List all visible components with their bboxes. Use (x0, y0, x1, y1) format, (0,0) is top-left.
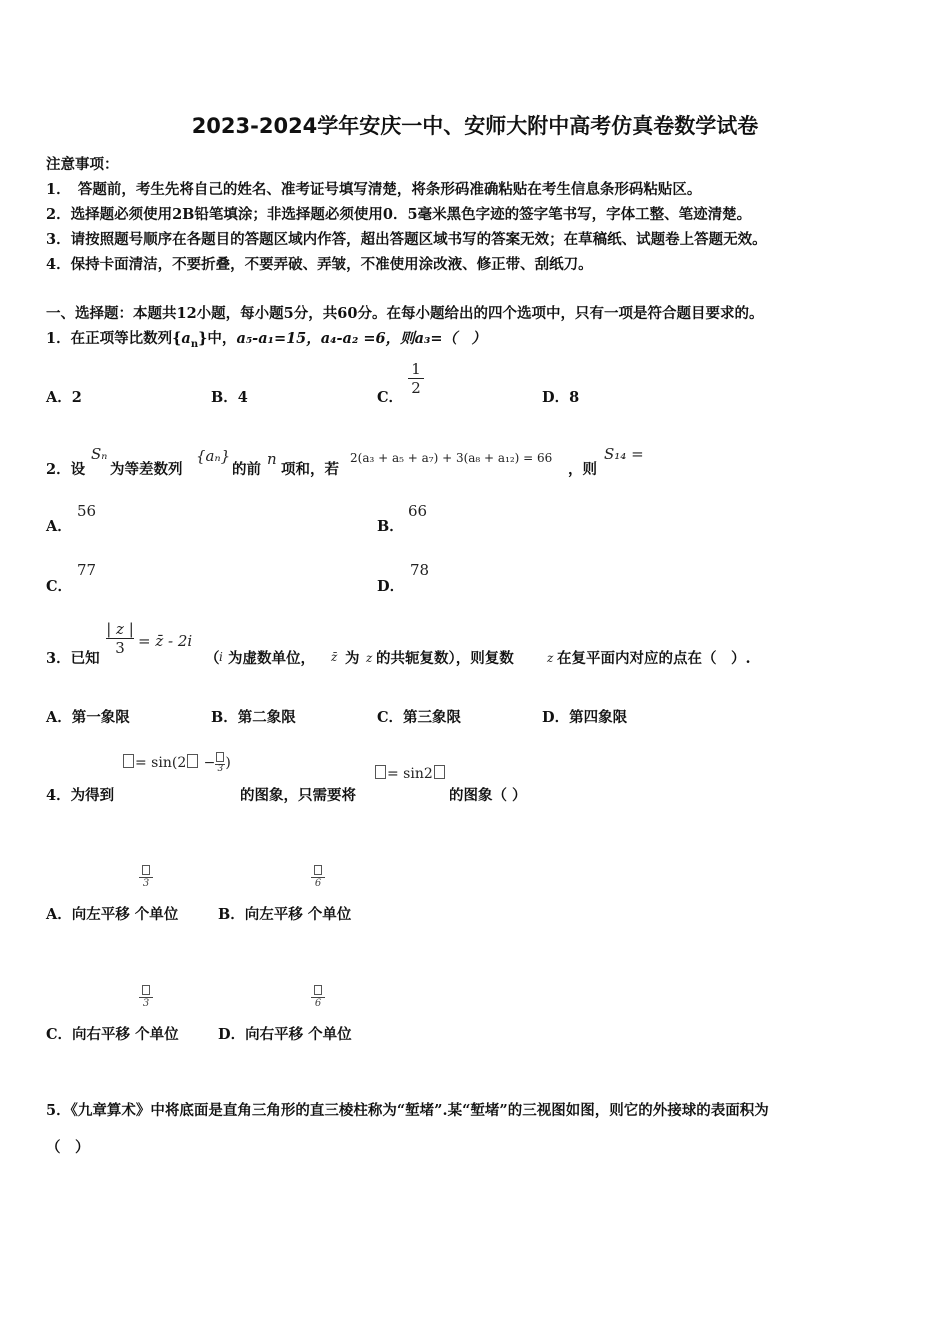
q1-option-c-label: C． (377, 389, 404, 406)
q1-text-2: }中， (198, 330, 237, 347)
notice-item-4: 4．保持卡面清洁，不要折叠，不要弄破、弄皱，不准使用涂改液、修正带、刮纸刀。 (46, 256, 593, 273)
q3-option-a: A．第一象限 (46, 709, 130, 726)
q4-option-d-fraction (311, 985, 325, 1009)
q4-formula-1-den: 3 (215, 764, 225, 774)
q4-text-2: 的图象，只需要将 (240, 787, 356, 804)
q2-option-a-value: 56 (77, 502, 97, 520)
q3-option-d: D．第四象限 (542, 709, 628, 726)
q2-equation: 2(a₃ + a₅ + a₇) + 3(a₈ + a₁₂) = 66 (350, 451, 553, 465)
q1-option-a: A．2 (46, 389, 82, 406)
q4-text-3: 的图象（ ） (449, 787, 527, 804)
q2-an: {aₙ} (196, 447, 231, 465)
missing-glyph-icon (375, 765, 386, 779)
q2-n: n (267, 450, 277, 468)
q3-fraction-den: 3 (106, 638, 134, 657)
q3-text-3: 为 (345, 650, 360, 667)
q2-s14: S₁₄ = (604, 445, 644, 463)
q2-text-2: 的前 (232, 461, 261, 478)
q2-sn: Sₙ (91, 445, 108, 463)
q4-formula-1-fraction (215, 752, 225, 774)
missing-glyph-icon (216, 752, 224, 762)
q3-z-2: z (547, 651, 554, 665)
q3-text-2: 为虚数单位， (228, 650, 315, 667)
q3-prefix: 3．已知 (46, 650, 100, 667)
q4-formula-2-text: = sin2 (387, 766, 433, 782)
q3-zbar: z̄ (331, 650, 338, 664)
missing-glyph-icon (314, 985, 322, 995)
notice-item-3: 3．请按照题号顺序在各题目的答题区域内作答，超出答题区域书写的答案无效；在草稿纸、试题卷上答题无效。 (46, 231, 767, 248)
q4-text-1: 4．为得到 (46, 787, 115, 804)
q3-i: i (219, 650, 223, 664)
q4-formula-2 (374, 765, 446, 782)
q3-text-5: 在复平面内对应的点在（ ）. (557, 650, 751, 667)
q1-option-d: D．8 (542, 389, 580, 406)
q4-option-b-fraction (311, 865, 325, 889)
missing-glyph-icon (434, 765, 445, 779)
question-1 (46, 327, 486, 350)
q1-fraction-num: 1 (411, 360, 421, 378)
q4-option-d-den: 6 (311, 997, 325, 1009)
q1-sub: n (190, 338, 199, 350)
q3-fraction-num: | z | (106, 620, 134, 638)
notice-item-1: 1． 答题前，考生先将自己的姓名、准考证号填写清楚，将条形码准确粘贴在考生信息条形码粘贴区。 (46, 181, 702, 198)
q4-option-a-fraction (139, 865, 153, 889)
q4-option-d: D．向右平移 个单位 (218, 1026, 352, 1043)
q4-option-c: C．向右平移 个单位 (46, 1026, 179, 1043)
q4-option-b: B．向左平移 个单位 (218, 906, 352, 923)
missing-glyph-icon (123, 754, 134, 768)
q3-option-b: B．第二象限 (211, 709, 296, 726)
q2-option-d-value: 78 (410, 561, 430, 579)
q2-option-b-label: B． (377, 518, 404, 535)
q4-option-c-den: 3 (139, 997, 153, 1009)
q2-prefix: 2．设 (46, 461, 86, 478)
q1-ask: a₃=（ ） (414, 330, 486, 347)
section-heading: 一、选择题：本题共12小题，每小题5分，共60分。在每小题给出的四个选项中，只有一项是符合题目要求的。 (46, 305, 764, 322)
q4-option-c-fraction (139, 985, 153, 1009)
q3-fraction (106, 620, 134, 657)
q4-option-b-den: 6 (311, 877, 325, 889)
missing-glyph-icon (187, 754, 198, 768)
q1-option-b: B．4 (211, 389, 248, 406)
notice-item-2: 2．选择题必须使用2B铅笔填涂；非选择题必须使用0．5毫米黑色字迹的签字笔书写，字体工整、笔迹清楚。 (46, 206, 752, 223)
notice-heading: 注意事项： (46, 156, 119, 173)
q3-z: z (366, 651, 373, 665)
q3-text-4: 的共轭复数），则复数 (376, 650, 514, 667)
q1-fraction-den: 2 (408, 378, 424, 397)
q2-text-4: ，则 (568, 461, 597, 478)
q1-cond-1: a₅-a₁=15， (236, 330, 321, 347)
q4-formula-1-right: ) (225, 755, 231, 771)
q4-option-a-den: 3 (139, 877, 153, 889)
q3-text-1: （ (205, 650, 220, 667)
q2-text-1: 为等差数列 (110, 461, 183, 478)
q2-text-3: 项和，若 (281, 461, 339, 478)
q3-option-c: C．第三象限 (377, 709, 462, 726)
q1-cond-2: a₄-a₂ =6，则 (320, 330, 415, 347)
q2-option-c-label: C． (46, 578, 73, 595)
q1-var: a (181, 330, 191, 347)
q4-formula-1-left: = sin(2 (135, 755, 187, 771)
missing-glyph-icon (142, 985, 150, 995)
q4-option-a: A．向左平移 个单位 (46, 906, 179, 923)
missing-glyph-icon (314, 865, 322, 875)
q2-option-d-label: D． (377, 578, 405, 595)
missing-glyph-icon (142, 865, 150, 875)
q5-text: 5．《九章算术》中将底面是直角三角形的直三棱柱称为“堑堵”.某“堑堵”的三视图如图，则它的外接球的表面积为 (46, 1102, 769, 1119)
page-title: 2023-2024学年安庆一中、安师大附中高考仿真卷数学试卷 (191, 114, 759, 138)
q4-formula-1-mid: − (199, 755, 216, 771)
q5-answer-bracket: （ ） (46, 1139, 90, 1156)
q4-formula-1 (122, 752, 231, 774)
q1-option-c (377, 386, 403, 407)
q2-option-b-value: 66 (408, 502, 428, 520)
q3-rhs: = z̄ - 2i (138, 632, 193, 650)
q2-option-c-value: 77 (77, 561, 97, 579)
q2-option-a-label: A． (46, 518, 72, 535)
q1-text: 1．在正项等比数列{ (46, 330, 182, 347)
q1-option-c-fraction (408, 360, 424, 397)
